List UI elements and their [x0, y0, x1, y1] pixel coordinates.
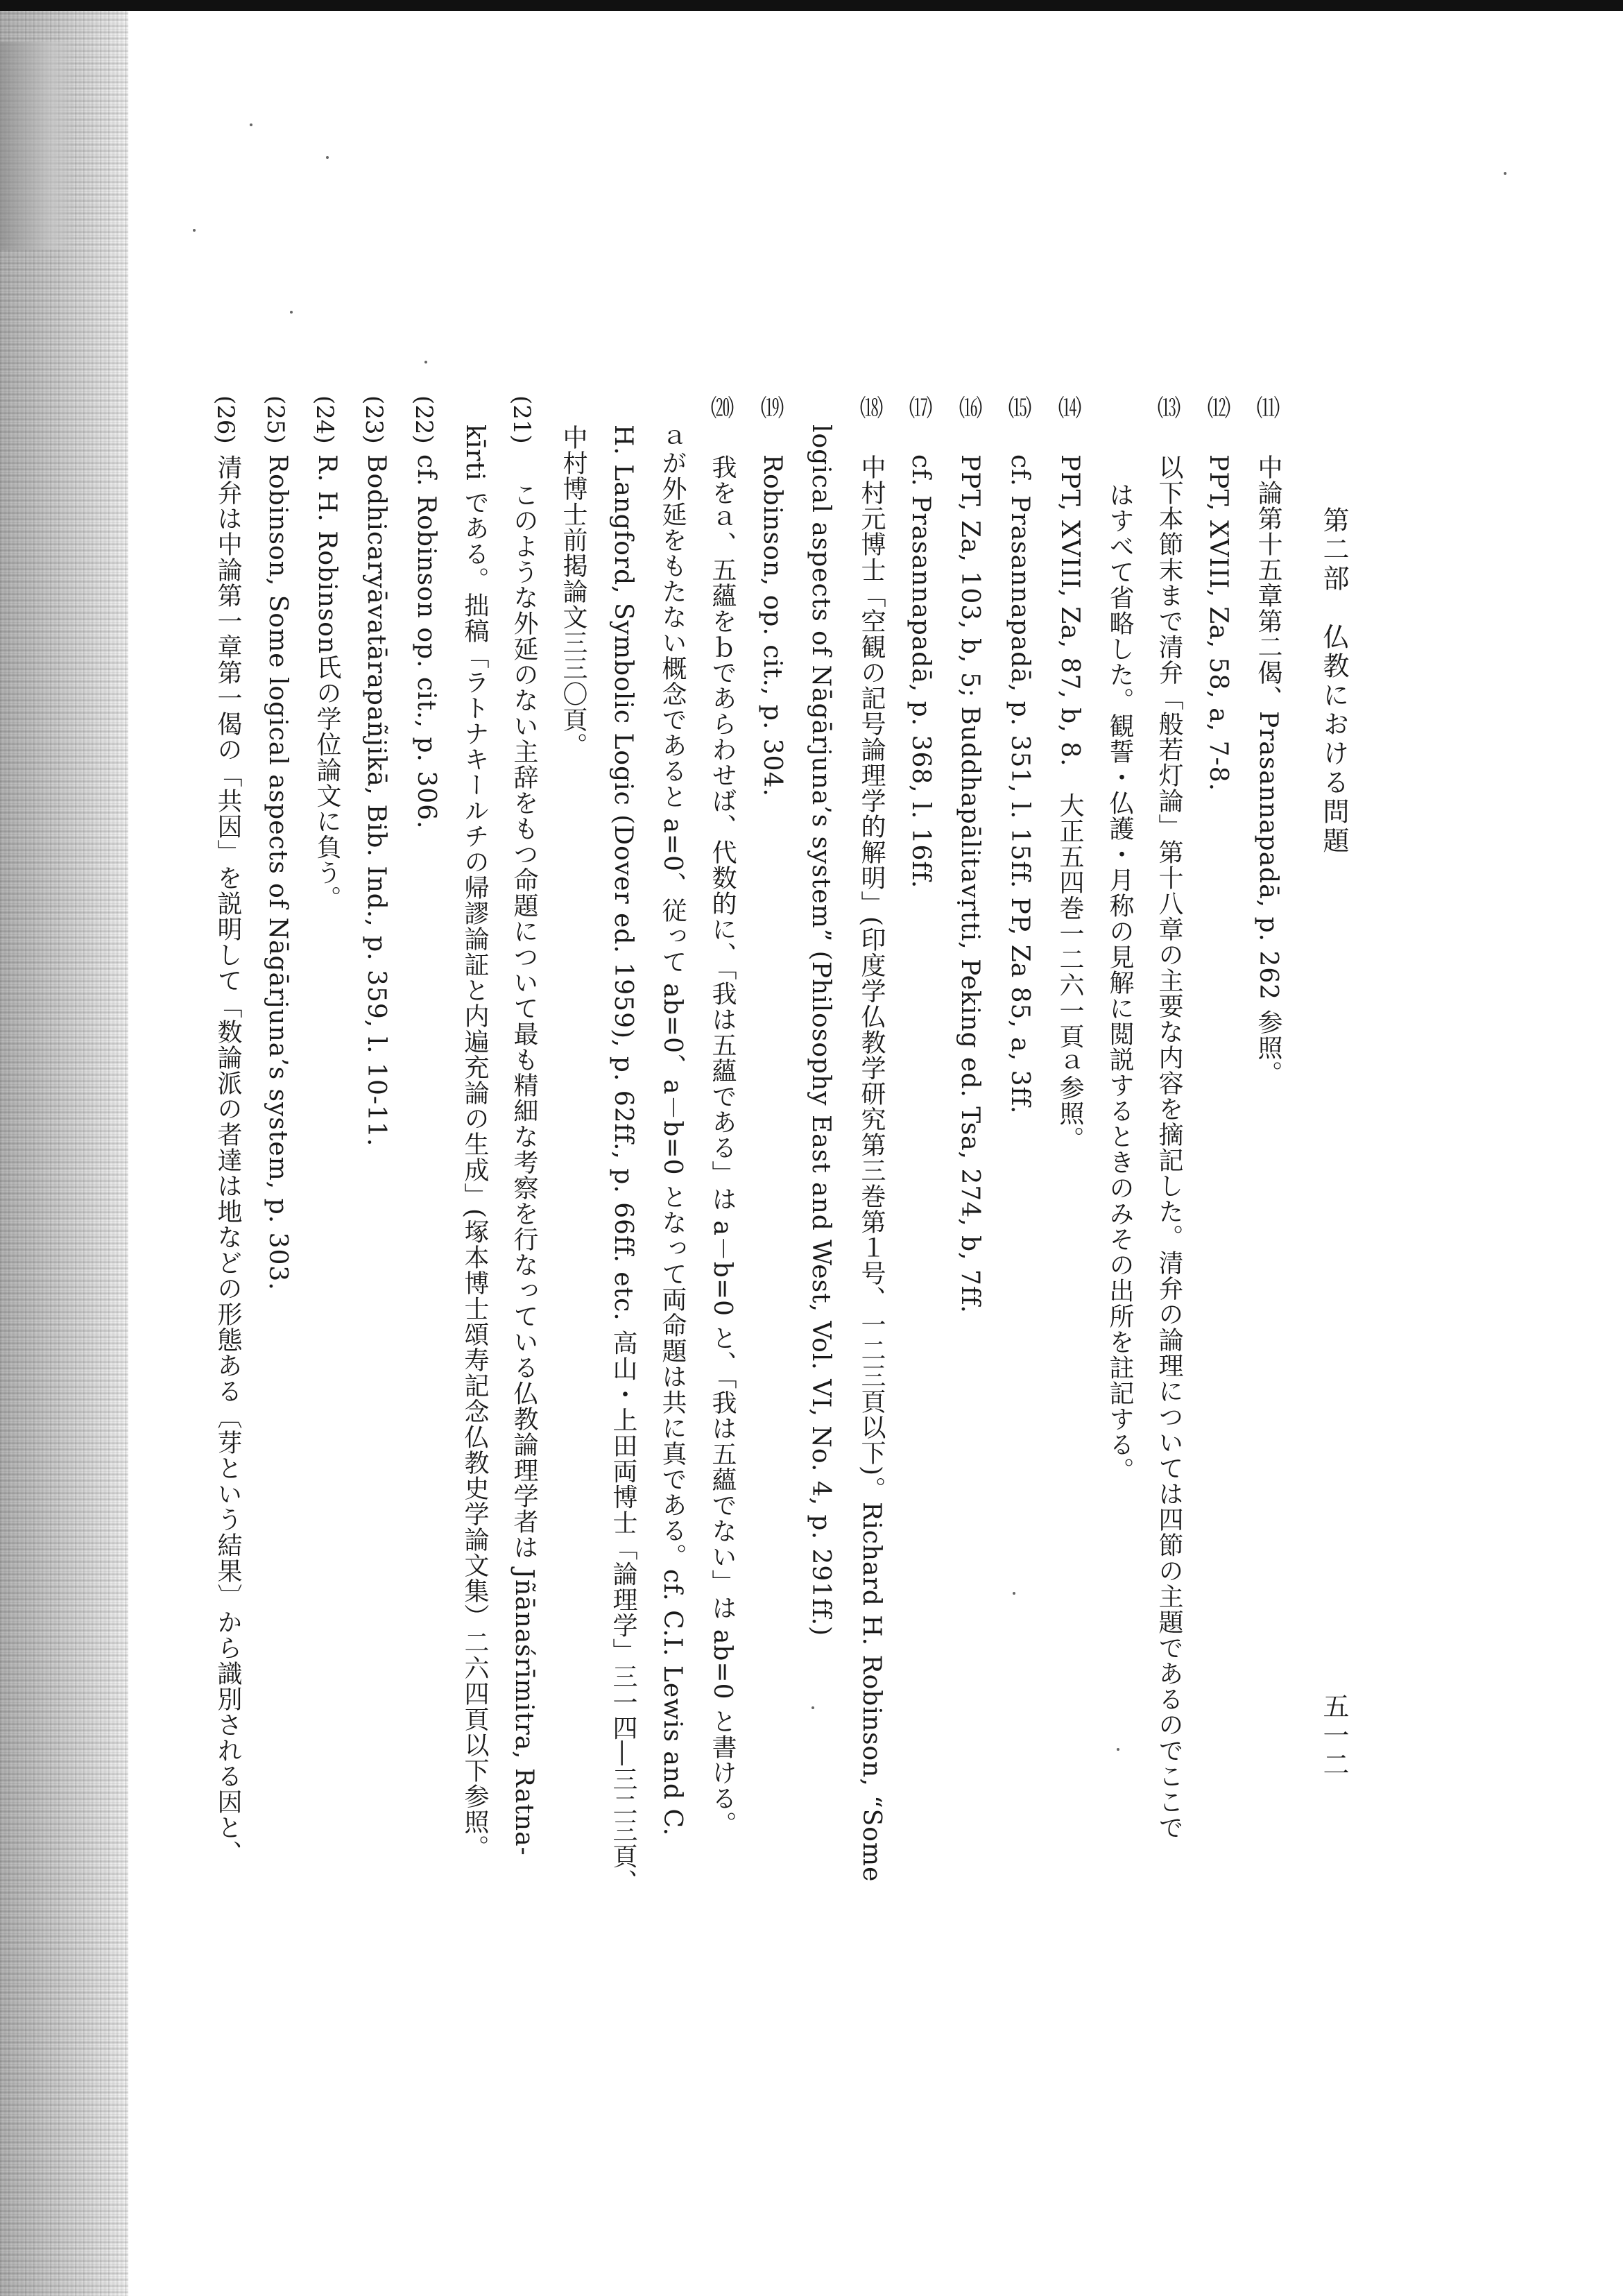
note-number: ⒄ [904, 395, 932, 419]
note-number: (22) [410, 395, 438, 444]
note-number: (25) [261, 395, 289, 444]
scan-speck [193, 229, 196, 232]
scan-left-shadow [0, 42, 76, 250]
note-text: Bodhicaryāvatārapañjikā, Bib. Ind., p. 359, l. 10-11. [362, 454, 390, 1147]
note-number: ⒅ [855, 395, 883, 419]
note-text: Robinson, Some logical aspects of Nāgārjuna’s system, p. 303. [264, 454, 292, 1291]
scan-speck [1504, 172, 1506, 175]
note-text: PPT, XVIII, Za, 87, b, 8. 大正五四巻一二六一頁ａ参照。 [1056, 454, 1084, 1152]
note-number: ⒃ [954, 395, 982, 419]
note-text: 中論第十五章第二偈、Prasannapadā, p. 262 参照。 [1254, 454, 1282, 1086]
note-number: ⒁ [1054, 395, 1081, 419]
note-text: 中村博士前掲論文三三〇頁。 [559, 425, 587, 758]
note-text: はすべて省略した。観誓・仏護・月称の見解に閲説するときのみその出所を註記する。 [1106, 482, 1134, 1483]
note-text: このような外延のない主辞をもつ命題について最も精細な考察を行なっている仏教論理学者は Jñānaśrīmitra, Ratna- [510, 482, 538, 1856]
scan-top-edge [0, 0, 1623, 11]
note-text: 以下本節末まで清弁「般若灯論」第十八章の主要な内容を摘記した。清弁の論理については四節の主題であるのでここで [1155, 454, 1183, 1840]
note-number: (23) [360, 395, 388, 444]
scan-speck [1117, 1748, 1119, 1751]
note-text: logical aspects of Nāgārjuna’s system” (Philosophy East and West, Vol. VI, No. 4, p. 291ff.) [807, 425, 835, 1637]
note-text: 我をａ、五蘊をｂであらわせば、代数的に、「我は五蘊である」は a－b=0 と、「我は五蘊でない」は ab=0 と書ける。 [708, 454, 737, 1837]
note-text: Robinson, op. cit., p. 304. [758, 454, 787, 797]
note-number: ⒂ [1004, 395, 1031, 419]
note-text: PPT, XVIII, Za, 58, a, 7-8. [1204, 454, 1233, 792]
page-header-title: 第二部 仏教における問題 [1319, 506, 1349, 856]
note-number: ⒇ [706, 395, 734, 419]
note-text: PPT, Za, 103, b, 5; Buddhapālitavṛtti, Peking ed. Tsa, 274, b, 7ff. [956, 454, 984, 1314]
note-number: ⑾ [1252, 395, 1280, 419]
scan-speck [424, 361, 427, 363]
note-text: 中村元博士「空観の記号論理学的解明」(印度学仏教学研究第三巻第１号、一二三頁以下)。Richard H. Robinson, “Some [857, 454, 886, 1883]
scan-speck [812, 1706, 814, 1709]
note-text: ａが外延をもたない概念であると a=0、従って ab=0、a－b=0 となって両命題は共に真である。cf. C.I. Lewis and C. [658, 425, 687, 1837]
note-text: kīrti である。拙稿「ラトナキールチの帰謬論証と内遍充論の生成」(塚本博士頌寿記念仏教史学論文集）二六四頁以下参照。 [461, 425, 489, 1861]
page-number: 五一二 [1319, 1693, 1349, 1780]
note-number: (26) [212, 395, 239, 444]
scan-speck [250, 123, 252, 126]
scan-speck [326, 156, 329, 159]
note-number: (21) [508, 395, 535, 444]
note-number: ⒀ [1153, 395, 1180, 419]
note-number: ⒆ [756, 395, 784, 419]
note-text: cf. Prasannapadā, p. 368, l. 16ff. [907, 454, 935, 889]
note-number: (24) [311, 395, 338, 444]
note-number: ⑿ [1203, 395, 1230, 419]
scan-speck [1013, 1592, 1015, 1595]
note-text: cf. Robinson op. cit., p. 306. [412, 454, 440, 830]
scan-speck [290, 311, 293, 314]
note-text: R. H. Robinson氏の学位論文に負う。 [313, 454, 341, 911]
note-text: 清弁は中論第一章第一偈の「共因」を説明して「数論派の者達は地などの形態ある〔芽という結果〕から識別される因と、 [214, 454, 242, 1866]
note-text: H. Langford, Symbolic Logic (Dover ed. 1959), p. 62ff., p. 66ff. etc. 高山・上田両博士「論理学」三一四―三二三頁、 [609, 425, 637, 1895]
scan-left-edge [0, 11, 128, 2296]
note-text: cf. Prasannapadā, p. 351, l. 15ff. PP, Za 85, a, 3ff. [1006, 454, 1034, 1115]
